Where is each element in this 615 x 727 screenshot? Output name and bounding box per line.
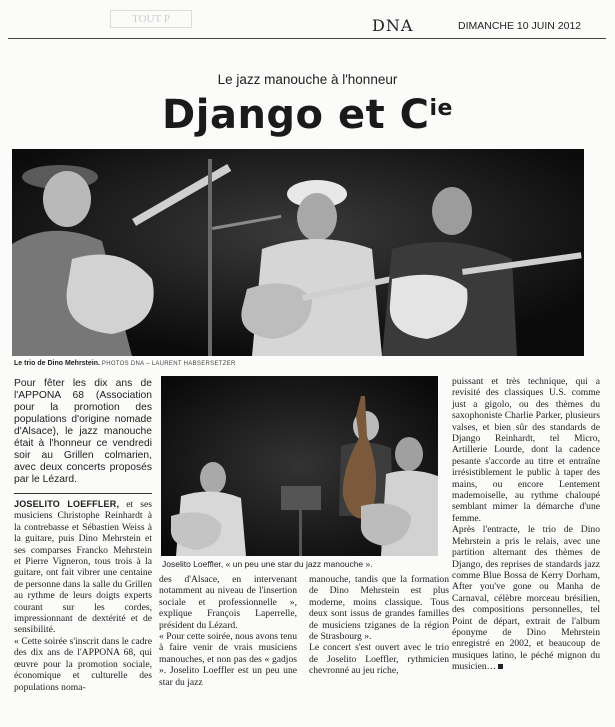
- headline-main: Django et C: [162, 92, 430, 138]
- article-kicker: Le jazz manouche à l'honneur: [217, 72, 398, 87]
- trio-photo: [12, 149, 584, 356]
- paragraph: « Pour cette soirée, nous avons tenu à faire venir de vrais musiciens manouches, et non pas des « gadjos ». Joselito Loeffler est un peu une star du jazz: [159, 631, 297, 688]
- article-column-3: [309, 574, 449, 677]
- paragraph: « Cette soirée s'inscrit dans le cadre des dix ans de l'APPONA 68, qui œuvre pour la promotion sociale, économique et culturelle des populations noma-: [14, 635, 152, 693]
- article-lede: Pour fêter les dix ans de l'APPONA 68 (Association pour la promotion des populations d'origine nomade d'Alsace), le jazz manouche était à l'honneur ce vendredi soir au Grillen colmarien, avec deux concerts proposés par le Lézard.: [14, 378, 152, 485]
- trio-photo-illustration: [12, 149, 584, 356]
- paragraph: puissant et très technique, qui a revisité des classiques U.S. comme just a gigolo, ou des thèmes du saxophoniste Charlie Parker, plusieurs valses, et bien sûr des standards de Django Reinhardt, tel Micro, Artillerie Lourde, dont la cadence pesante s'accorde au titre et entraîne irrésistiblement le public à taper des mains, ou encore Lentement mademoiselle, au rythme chaloupé semblant mimer la démarche d'une femme.: [452, 376, 600, 524]
- paragraph: Le concert s'est ouvert avec le trio de Joselito Loeffler, rythmicien chevronné au jeu riche,: [309, 642, 449, 677]
- issue-date: DIMANCHE 10 JUIN 2012: [458, 20, 582, 32]
- article-column-4: [452, 376, 600, 673]
- photo-credit: PHOTOS DNA – LAURENT HABSERSETZER: [101, 361, 236, 367]
- masthead-rule: [8, 38, 606, 39]
- trio-photo-caption: Le trio de Dino Mehrstein. PHOTOS DNA – LAURENT HABSERSETZER: [14, 360, 236, 367]
- lede-divider: [14, 493, 152, 494]
- paragraph-text: Après l'entracte, le trio de Dino Mehrstein a pris le relais, avec une partition alternant des thèmes de Django, des reprises de standards jazz comme Blue Bossa de Kerry Dorham, After you've gone ou Manha de Carnaval, célèbre morceau brésilien, des compositions personnelles, tel Point de départ, extrait de l'album éponyme de Dino Mehrstein enregistré en 2002, et beaucoup de musiques latino, le péché mignon du musicien…: [452, 524, 600, 673]
- lead-in-name: JOSELITO LOEFFLER,: [14, 499, 120, 509]
- paragraph: [452, 524, 600, 672]
- article-column-2: [159, 574, 297, 688]
- paragraph-text: et ses musiciens Christophe Reinhardt à la contrebasse et Sébastien Weiss à la guitare, puis Dino Mehrstein et ses comparses Francko Mehrstein et Pierre Vigneron, tous trois à la guitare, ont fait vibrer une centaine de personne dans la salle du Grillen au rythme de leurs doigts experts courant sur les cordes, impressionnant de dextérité et de sensibilité.: [14, 499, 152, 636]
- masthead: [0, 0, 615, 40]
- paragraph: manouche, tandis que la formation de Dino Mehrstein est plus moderne, moins classique. Tous deux sont issus de grandes familles de musiciens tziganes de la région de Strasbourg ».: [309, 574, 449, 643]
- loeffler-photo-caption: Joselito Loeffler, « un peu une star du jazz manouche ».: [162, 559, 373, 569]
- loeffler-photo-illustration: [161, 376, 438, 556]
- newspaper-name: DNA: [372, 16, 414, 35]
- paragraph: [14, 499, 152, 636]
- loeffler-photo: [161, 376, 438, 556]
- end-mark: [498, 664, 503, 669]
- section-label: TOUT P: [110, 10, 192, 28]
- article-headline: [0, 92, 615, 138]
- paragraph: des d'Alsace, en intervenant notamment au niveau de l'insertion sociale et professionnelle », explique François Laperrelle, président du Lézard.: [159, 574, 297, 631]
- article-column-1: [14, 499, 152, 693]
- headline-superscript: ie: [429, 96, 453, 121]
